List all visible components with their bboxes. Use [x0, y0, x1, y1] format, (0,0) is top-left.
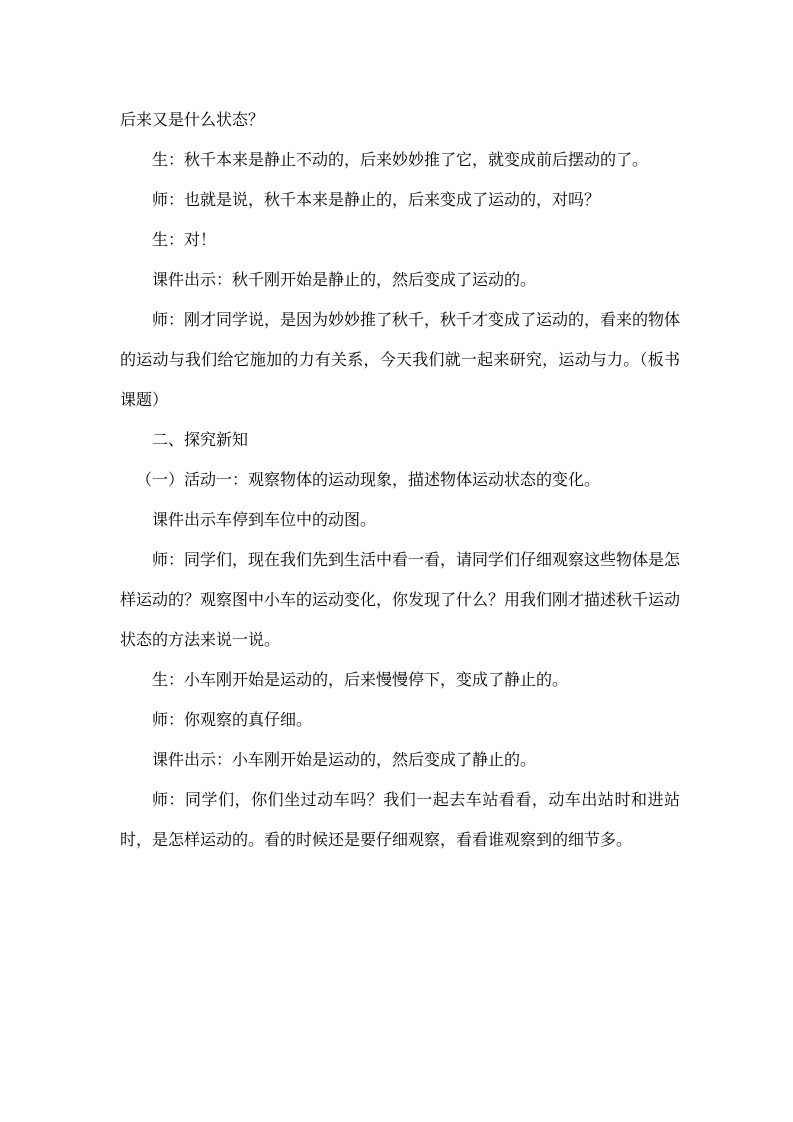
paragraph-teacher-train: 师：同学们，你们坐过动车吗？我们一起去车站看看，动车出站时和进站时，是怎样运动的。看的时候还是要仔细观察，看看谁观察到的细节多。 — [120, 790, 680, 849]
paragraph-courseware-car-animation: 课件出示车停到车位中的动图。 — [152, 510, 377, 529]
activity-heading-one: （一）活动一：观察物体的运动现象，描述物体运动状态的变化。 — [136, 470, 601, 489]
paragraph-teacher-intro-topic: 师：刚才同学说，是因为妙妙推了秋千，秋千才变成了运动的，看来的物体的运动与我们给它施加的力有关系，今天我们就一起来研究，运动与力。（板书课题） — [120, 310, 681, 409]
paragraph-student-answer-swing: 生：秋千本来是静止不动的，后来妙妙推了它，就变成前后摆动的了。 — [152, 150, 649, 169]
paragraph-teacher-observe: 师：同学们，现在我们先到生活中看一看，请同学们仔细观察这些物体是怎样运动的？观察图中小车的运动变化，你发现了什么？用我们刚才描述秋千运动状态的方法来说一说。 — [120, 550, 681, 649]
paragraph-continuation: 后来又是什么状态？ — [120, 110, 265, 129]
paragraph-teacher-praise: 师：你观察的真仔细。 — [152, 710, 313, 729]
document-body — [120, 100, 680, 860]
paragraph-student-car: 生：小车刚开始是运动的，后来慢慢停下，变成了静止的。 — [152, 670, 569, 689]
paragraph-student-yes: 生：对！ — [152, 230, 217, 249]
paragraph-teacher-confirm: 师：也就是说，秋千本来是静止的，后来变成了运动的，对吗？ — [152, 190, 601, 209]
section-heading-explore: 二、探究新知 — [152, 430, 249, 449]
paragraph-courseware-car: 课件出示：小车刚开始是运动的，然后变成了静止的。 — [152, 750, 537, 769]
paragraph-courseware-swing: 课件出示：秋千刚开始是静止的，然后变成了运动的。 — [152, 270, 537, 289]
